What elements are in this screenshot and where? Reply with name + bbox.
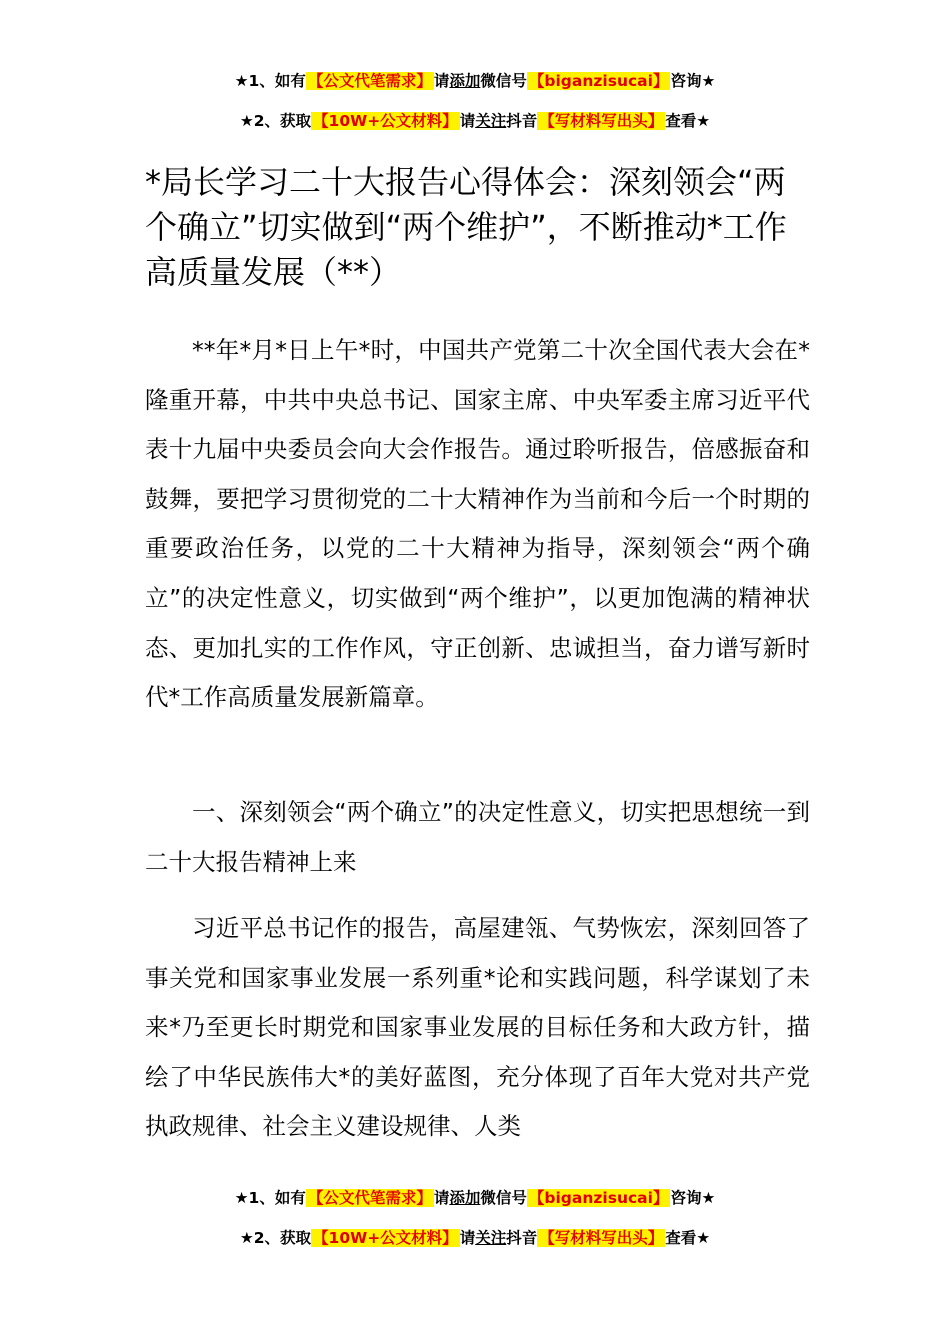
ad-text: ★1、如有 bbox=[234, 72, 306, 90]
ad-highlight-wechat-id: 【biganzisucai】 bbox=[528, 72, 669, 90]
ad-highlight-douyin-id: 【写材料写出头】 bbox=[539, 1229, 664, 1247]
ad-highlight-wechat-id: 【biganzisucai】 bbox=[528, 1189, 669, 1207]
ad-highlight-service: 【公文代笔需求】 bbox=[307, 1189, 432, 1207]
ad-text: 抖音 bbox=[506, 1229, 538, 1247]
ad-text: 抖音 bbox=[506, 112, 538, 130]
ad-text: 请 bbox=[459, 112, 476, 130]
body-paragraph-section-1: 习近平总书记作的报告，高屋建瓴、气势恢宏，深刻回答了事关党和国家事业发展一系列重*论和实践问题，科学谋划了未来*乃至更长时期党和国家事业发展的目标任务和大政方针，描绘了中华民族伟大*的美好蓝图，充分体现了百年大党对共产党执政规律、社会主义建设规律、人类 bbox=[145, 914, 810, 1141]
ad-text: 咨询★ bbox=[670, 72, 716, 90]
ad-underlined-text: 关注 bbox=[475, 1229, 507, 1247]
ad-text: 查看★ bbox=[665, 112, 711, 130]
ad-text: 微信号 bbox=[480, 1189, 527, 1207]
ad-underlined-text: 添加 bbox=[449, 1189, 481, 1207]
ad-highlight-materials: 【10W+公文材料】 bbox=[313, 1229, 458, 1247]
ad-underlined-text: 关注 bbox=[475, 112, 507, 130]
ad-text: 咨询★ bbox=[670, 1189, 716, 1207]
body-paragraph-intro: **年*月*日上午*时，中国共产党第二十次全国代表大会在*隆重开幕，中共中央总书记、国家主席、中央军委主席习近平代表十九届中央委员会向大会作报告。通过聆听报告，倍感振奋和鼓舞，要把学习贯彻党的二十大精神作为当前和今后一个时期的重要政治任务，以党的二十大精神为指导，深刻领会“两个确立”的决定性意义，切实做到“两个维护”，以更加饱满的精神状态、更加扎实的工作作风，守正创新、忠诚担当，奋力谱写新时代*工作高质量发展新篇章。 bbox=[145, 336, 810, 712]
header-ad-line-1 bbox=[0, 70, 950, 92]
header-ad-line-2 bbox=[0, 110, 950, 132]
ad-underlined-text: 添加 bbox=[449, 72, 481, 90]
document-title: *局长学习二十大报告心得体会：深刻领会“两个确立”切实做到“两个维护”，不断推动*工作高质量发展（**） bbox=[145, 163, 787, 291]
ad-highlight-douyin-id: 【写材料写出头】 bbox=[539, 112, 664, 130]
ad-highlight-service: 【公文代笔需求】 bbox=[307, 72, 432, 90]
ad-text: 查看★ bbox=[665, 1229, 711, 1247]
ad-text: ★2、获取 bbox=[239, 1229, 312, 1247]
ad-text: ★2、获取 bbox=[239, 112, 312, 130]
footer-ad-line-1 bbox=[0, 1187, 950, 1209]
footer-ad-line-2 bbox=[0, 1227, 950, 1249]
ad-text: 请 bbox=[433, 72, 450, 90]
ad-text: 请 bbox=[459, 1229, 476, 1247]
ad-highlight-materials: 【10W+公文材料】 bbox=[313, 112, 458, 130]
ad-text: 微信号 bbox=[480, 72, 527, 90]
ad-text: ★1、如有 bbox=[234, 1189, 306, 1207]
ad-text: 请 bbox=[433, 1189, 450, 1207]
section-heading-1: 一、深刻领会“两个确立”的决定性意义，切实把思想统一到二十大报告精神上来 bbox=[145, 798, 810, 876]
